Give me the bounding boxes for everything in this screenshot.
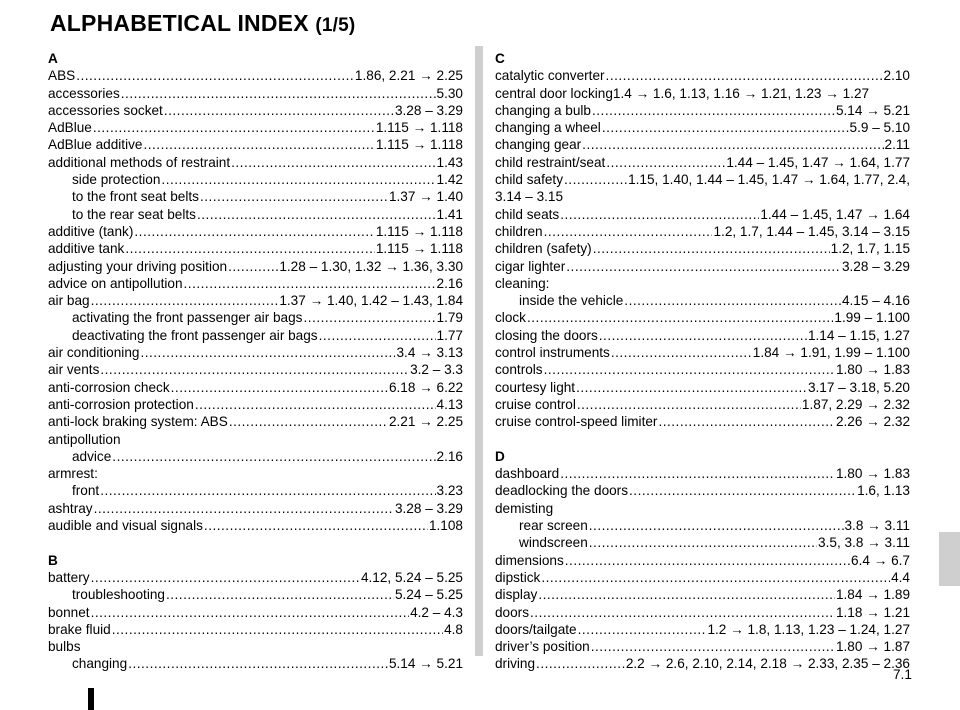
entry-pages: 1.108 [428, 518, 463, 534]
entry-pages: 1.79 [436, 310, 463, 326]
entry-term: side protection [72, 172, 161, 188]
index-entry [495, 206, 910, 223]
index-entry [48, 569, 463, 586]
index-heading-entry: antipollution [48, 431, 121, 447]
index-entry [48, 344, 463, 361]
entry-term: control instruments [495, 345, 610, 361]
column-divider [475, 46, 483, 656]
entry-term: driver’s position [495, 639, 590, 655]
index-subentry [48, 188, 463, 205]
entry-term: advice [72, 448, 112, 464]
entry-pages: 3.28 – 3.29 [841, 258, 910, 274]
entry-term: cruise control-speed limiter [495, 414, 658, 430]
entry-pages: 1.15, 1.40, 1.44 – 1.45, 1.47 → 1.64, 1.77, 2.4, [628, 172, 910, 188]
entry-term: front [72, 483, 100, 499]
leader-dots [565, 552, 850, 569]
leader-dots [112, 621, 443, 638]
entry-pages: 1.6, 1.13 [857, 483, 910, 499]
entry-term: additional methods of restraint [48, 154, 231, 170]
entry-term: ashtray [48, 500, 93, 516]
entry-pages: 1.42 [436, 172, 463, 188]
index-heading-entry: bulbs [48, 639, 81, 655]
leader-dots [195, 396, 436, 413]
entry-pages: 4.4 [891, 569, 910, 585]
index-entry [495, 223, 910, 240]
index-entry [495, 154, 910, 171]
index-entry [495, 621, 910, 638]
entry-term: battery [48, 569, 90, 585]
leader-dots [197, 206, 436, 223]
leader-dots [629, 482, 856, 499]
entry-term: changing gear [495, 137, 582, 153]
leader-dots [319, 327, 436, 344]
entry-term: adjusting your driving position [48, 258, 228, 274]
entry-pages: 1.41 [436, 206, 463, 222]
index-entry [495, 67, 910, 84]
entry-pages: 1.37 → 1.40, 1.42 – 1.43, 1.84 [279, 293, 463, 309]
index-subentry [48, 206, 463, 223]
leader-dots [560, 465, 835, 482]
leader-dots [204, 517, 428, 534]
index-entry [495, 379, 910, 396]
entry-term: changing [72, 656, 128, 672]
index-entry [495, 586, 910, 603]
index-subentry [48, 655, 463, 672]
section-gap [495, 431, 910, 448]
page-number: 7.1 [893, 667, 912, 682]
entry-pages: 1.77 [436, 327, 463, 343]
index-entry [48, 154, 463, 171]
entry-pages: 2.26 → 2.32 [835, 414, 910, 430]
index-subentry [48, 482, 463, 499]
index-entry [48, 85, 463, 102]
section-letter-c: C [495, 51, 505, 66]
leader-dots [112, 448, 435, 465]
entry-term: deadlocking the doors [495, 483, 629, 499]
title-text: ALPHABETICAL INDEX [50, 10, 309, 36]
entry-pages: 3.28 – 3.29 [394, 500, 463, 516]
index-subentry [48, 448, 463, 465]
index-entry [48, 500, 463, 517]
leader-dots [100, 482, 435, 499]
index-entry [48, 67, 463, 84]
entry-pages: 5.14 → 5.21 [388, 656, 463, 672]
entry-pages: 1.44 – 1.45, 1.47 → 1.64 [760, 206, 910, 222]
entry-term: air bag [48, 293, 90, 309]
entry-term: bonnet [48, 604, 90, 620]
index-entry [48, 379, 463, 396]
leader-dots [121, 85, 436, 102]
entry-term: accessories [48, 85, 120, 101]
entry-term: display [495, 587, 538, 603]
entry-term: advice on antipollution [48, 275, 183, 291]
entry-term: windscreen [519, 535, 588, 551]
entry-term: inside the vehicle [519, 293, 624, 309]
index-entry [495, 136, 910, 153]
entry-term: children (safety) [495, 241, 592, 257]
index-heading-entry: cleaning: [495, 275, 550, 291]
entry-pages: 2.2 → 2.6, 2.10, 2.14, 2.18 → 2.33, 2.35 – 2.36 [625, 656, 910, 672]
index-entry [495, 102, 910, 119]
entry-pages: 4.15 – 4.16 [841, 293, 910, 309]
index-subentry [495, 292, 910, 309]
corner-mark [88, 688, 94, 710]
leader-dots [658, 413, 835, 430]
entry-term: to the rear seat belts [72, 206, 196, 222]
entry-pages: 1.37 → 1.40 [388, 189, 463, 205]
index-entry [495, 655, 910, 672]
entry-term: driving [495, 656, 536, 672]
index-entry [495, 361, 910, 378]
entry-pages: 6.18 → 6.22 [388, 379, 463, 395]
index-entry [48, 361, 463, 378]
entry-term: additive tank [48, 241, 125, 257]
leader-dots [560, 206, 759, 223]
index-entry [495, 552, 910, 569]
index-column-right [495, 50, 910, 673]
entry-pages: 3.17 – 3.18, 5.20 [807, 379, 910, 395]
entry-term: air vents [48, 362, 100, 378]
entry-term: doors [495, 604, 530, 620]
entry-term: child seats [495, 206, 560, 222]
index-subentry [495, 534, 910, 551]
index-entry [495, 119, 910, 136]
leader-dots [589, 534, 817, 551]
entry-term: courtesy light [495, 379, 576, 395]
entry-pages: 3.2 – 3.3 [410, 362, 463, 378]
entry-term: activating the front passenger air bags [72, 310, 303, 326]
index-subentry [48, 309, 463, 326]
entry-pages: 1.115 → 1.118 [375, 223, 463, 239]
entry-term: audible and visual signals [48, 518, 203, 534]
entry-term: children [495, 223, 543, 239]
entry-term: ABS [48, 68, 76, 84]
entry-pages: 4.2 – 4.3 [410, 604, 463, 620]
entry-term: accessories socket [48, 102, 163, 118]
index-entry [48, 292, 463, 309]
leader-dots [530, 604, 835, 621]
entry-pages: 1.80 → 1.83 [835, 466, 910, 482]
entry-term: air conditioning [48, 345, 140, 361]
entry-term: troubleshooting [72, 587, 165, 603]
entry-term: anti-corrosion protection [48, 396, 194, 412]
section-gap [48, 534, 463, 551]
entry-pages: 1.44 – 1.45, 1.47 → 1.64, 1.77 [726, 154, 910, 170]
leader-dots [527, 309, 833, 326]
entry-term: central door locking [495, 85, 613, 101]
entry-pages: 1.2, 1.7, 1.15 [830, 241, 910, 257]
leader-dots [593, 240, 830, 257]
title-part: (1/5) [315, 15, 356, 36]
entry-pages: 4.13 [436, 396, 463, 412]
index-entry [48, 136, 463, 153]
entry-pages: 5.30 [436, 85, 463, 101]
index-entry [48, 275, 463, 292]
index-subentry [495, 517, 910, 534]
entry-term: additive (tank) [48, 223, 134, 239]
index-heading-entry: demisting [495, 500, 554, 516]
entry-pages: 1.80 → 1.87 [835, 639, 910, 655]
section-letter-d: D [495, 448, 505, 464]
leader-dots [577, 396, 801, 413]
entry-term: rear screen [519, 518, 588, 534]
page-title [50, 10, 355, 37]
entry-term: cruise control [495, 396, 576, 412]
leader-dots [171, 379, 388, 396]
entry-pages: 1.115 → 1.118 [375, 120, 463, 136]
leader-dots [161, 171, 435, 188]
leader-dots [541, 569, 890, 586]
entry-term: anti-lock braking system: ABS [48, 414, 228, 430]
entry-term: controls [495, 362, 543, 378]
entry-term: brake fluid [48, 621, 111, 637]
leader-dots [606, 67, 883, 84]
index-entry [495, 465, 910, 482]
entry-pages: 2.21 → 2.25 [388, 414, 463, 430]
leader-dots [228, 258, 278, 275]
leader-dots [602, 119, 849, 136]
entry-term: closing the doors [495, 327, 598, 343]
entry-term: cigar lighter [495, 258, 566, 274]
leader-dots [184, 275, 436, 292]
index-entry [495, 327, 910, 344]
leader-dots [576, 379, 807, 396]
leader-dots [611, 344, 752, 361]
entry-pages: 1.115 → 1.118 [375, 241, 463, 257]
entry-continuation: 3.14 – 3.15 [495, 189, 564, 205]
leader-dots [91, 292, 279, 309]
entry-term: AdBlue [48, 120, 92, 136]
index-entry [48, 258, 463, 275]
index-entry [495, 344, 910, 361]
index-column-left [48, 50, 463, 673]
entry-pages: 1.4 → 1.6, 1.13, 1.16 → 1.21, 1.23 → 1.27 [612, 85, 870, 101]
leader-dots [140, 344, 395, 361]
entry-pages: 1.80 → 1.83 [835, 362, 910, 378]
entry-pages: 1.18 → 1.21 [835, 604, 910, 620]
leader-dots [544, 361, 835, 378]
leader-dots [599, 327, 807, 344]
entry-pages: 3.8 → 3.11 [844, 518, 910, 534]
leader-dots [76, 67, 354, 84]
entry-term: catalytic converter [495, 68, 605, 84]
entry-pages: 5.24 – 5.25 [394, 587, 463, 603]
entry-term: to the front seat belts [72, 189, 199, 205]
entry-pages: 1.2, 1.7, 1.44 – 1.45, 3.14 – 3.15 [713, 223, 910, 239]
entry-term: changing a bulb [495, 102, 591, 118]
entry-pages: 3.5, 3.8 → 3.11 [818, 535, 910, 551]
index-entry [48, 517, 463, 534]
entry-pages: 1.14 – 1.15, 1.27 [807, 327, 910, 343]
leader-dots [564, 171, 627, 188]
entry-term: changing a wheel [495, 120, 601, 136]
leader-dots [231, 154, 435, 171]
entry-pages: 1.84 → 1.89 [835, 587, 910, 603]
entry-pages: 5.9 – 5.10 [849, 120, 910, 136]
leader-dots [544, 223, 713, 240]
section-letter-a: A [48, 51, 58, 66]
entry-term: dipstick [495, 569, 541, 585]
leader-dots [91, 604, 410, 621]
index-entry [48, 621, 463, 638]
leader-dots [200, 188, 388, 205]
leader-dots [134, 223, 374, 240]
index-entry [495, 171, 910, 188]
leader-dots [538, 586, 835, 603]
index-entry [48, 240, 463, 257]
entry-term: anti-corrosion check [48, 379, 170, 395]
leader-dots [229, 413, 388, 430]
entry-term: dashboard [495, 466, 560, 482]
leader-dots [100, 361, 409, 378]
index-entry [495, 396, 910, 413]
leader-dots [128, 655, 388, 672]
section-tab [939, 532, 960, 586]
leader-dots [94, 500, 394, 517]
entry-term: doors/tailgate [495, 621, 577, 637]
index-entry [48, 102, 463, 119]
leader-dots [143, 136, 374, 153]
index-entry [48, 413, 463, 430]
entry-term: clock [495, 310, 526, 326]
entry-pages: 1.87, 2.29 → 2.32 [801, 396, 910, 412]
leader-dots [624, 292, 841, 309]
entry-pages: 3.28 – 3.29 [394, 102, 463, 118]
entry-term: dimensions [495, 552, 564, 568]
index-entry [495, 240, 910, 257]
index-entry [495, 258, 910, 275]
entry-pages: 1.43 [436, 154, 463, 170]
entry-pages: 2.10 [883, 68, 910, 84]
entry-pages: 1.99 – 1.100 [834, 310, 910, 326]
leader-dots [592, 102, 835, 119]
entry-pages: 4.8 [444, 621, 463, 637]
section-letter-b: B [48, 552, 58, 568]
index-subentry [48, 327, 463, 344]
entry-pages: 1.28 – 1.30, 1.32 → 1.36, 3.30 [279, 258, 463, 274]
entry-pages: 4.12, 5.24 – 5.25 [360, 569, 463, 585]
entry-pages: 1.2 → 1.8, 1.13, 1.23 – 1.24, 1.27 [707, 621, 910, 637]
entry-term: child safety [495, 172, 564, 188]
entry-pages: 2.16 [436, 275, 463, 291]
index-entry [48, 223, 463, 240]
leader-dots [164, 102, 394, 119]
entry-pages: 2.11 [884, 137, 910, 153]
index-entry [495, 309, 910, 326]
entry-term: AdBlue additive [48, 137, 143, 153]
index-entry [495, 413, 910, 430]
entry-term: child restraint/seat [495, 154, 606, 170]
index-heading-entry: armrest: [48, 466, 98, 482]
index-subentry [48, 586, 463, 603]
index-entry [495, 85, 910, 102]
index-entry [495, 482, 910, 499]
leader-dots [536, 655, 625, 672]
entry-pages: 5.14 → 5.21 [835, 102, 910, 118]
leader-dots [578, 621, 707, 638]
entry-pages: 3.4 → 3.13 [396, 345, 463, 361]
index-subentry [48, 171, 463, 188]
entry-pages: 2.16 [436, 448, 463, 464]
leader-dots [566, 258, 841, 275]
entry-pages: 1.84 → 1.91, 1.99 – 1.100 [752, 345, 910, 361]
leader-dots [591, 638, 835, 655]
leader-dots [125, 240, 375, 257]
index-entry [495, 604, 910, 621]
entry-pages: 6.4 → 6.7 [851, 552, 910, 568]
entry-term: deactivating the front passenger air bags [72, 327, 318, 343]
leader-dots [93, 119, 375, 136]
leader-dots [606, 154, 725, 171]
leader-dots [589, 517, 844, 534]
leader-dots [303, 309, 435, 326]
entry-pages: 1.115 → 1.118 [375, 137, 463, 153]
index-entry [48, 119, 463, 136]
entry-pages: 3.23 [436, 483, 463, 499]
index-entry [48, 396, 463, 413]
entry-pages: 1.86, 2.21 → 2.25 [354, 68, 463, 84]
leader-dots [91, 569, 360, 586]
leader-dots [582, 136, 883, 153]
index-entry [495, 638, 910, 655]
index-entry [495, 569, 910, 586]
index-entry [48, 604, 463, 621]
leader-dots [166, 586, 394, 603]
